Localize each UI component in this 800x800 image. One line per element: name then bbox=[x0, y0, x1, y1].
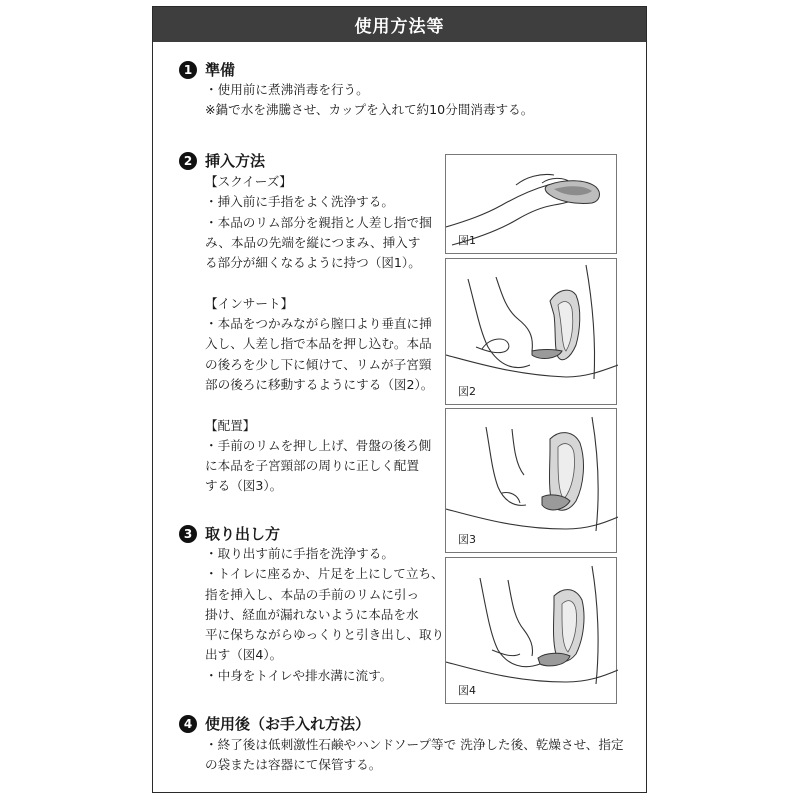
step-number-badge: 1 bbox=[179, 61, 197, 79]
text-line: ・トイレに座るか、片足を上にして立ち、 bbox=[205, 566, 444, 582]
page-title: 使用方法等 bbox=[153, 7, 646, 42]
text-line: 指を挿入し、本品の手前のリムに引っ bbox=[205, 586, 420, 602]
text-line: 【配置】 bbox=[205, 417, 256, 433]
text-line: 入し、人差し指で本品を押し込む。本品 bbox=[205, 336, 432, 352]
text-line: ・本品のリム部分を親指と人差し指で掴 bbox=[205, 214, 432, 230]
usage-instructions-panel bbox=[152, 6, 647, 793]
section-title: 使用後（お手入れ方法） bbox=[205, 715, 371, 733]
text-line bbox=[205, 395, 433, 415]
text-line bbox=[205, 273, 433, 293]
text-line: 【インサート】 bbox=[205, 295, 294, 311]
figure-label: 図3 bbox=[458, 533, 476, 546]
text-line: の袋または容器にて保管する。 bbox=[205, 757, 382, 773]
section-3-body bbox=[205, 544, 444, 686]
text-line: ・取り出す前に手指を洗浄する。 bbox=[205, 546, 394, 561]
text-line: 出す（図4）。 bbox=[205, 647, 283, 663]
text-line: ・中身をトイレや排水溝に流す。 bbox=[205, 667, 393, 683]
figure-2-insert-illustration bbox=[445, 258, 617, 405]
section-1-heading bbox=[179, 59, 235, 80]
step-number-badge: 3 bbox=[179, 525, 197, 543]
section-3-heading bbox=[179, 523, 280, 544]
section-4-body bbox=[205, 735, 635, 776]
text-line: の後ろを少し下に傾けて、リムが子宮頸 bbox=[205, 356, 432, 372]
section-1-body bbox=[205, 80, 635, 121]
text-line: 【スクイーズ】 bbox=[205, 174, 292, 189]
section-2-heading bbox=[179, 150, 265, 171]
text-line: る部分が細くなるように持つ（図1）。 bbox=[205, 255, 421, 271]
section-title: 準備 bbox=[205, 61, 236, 79]
figure-label: 図2 bbox=[458, 385, 476, 398]
figure-label: 図1 bbox=[458, 234, 476, 247]
step-number-badge: 2 bbox=[179, 152, 197, 170]
text-line: ・使用前に煮沸消毒を行う。 bbox=[205, 82, 369, 97]
section-2-body bbox=[205, 172, 433, 497]
text-line: ・挿入前に手指をよく洗浄する。 bbox=[205, 194, 394, 210]
text-line: ・手前のリムを押し上げ、骨盤の後ろ側 bbox=[205, 437, 432, 453]
text-line: 掛け、経血が漏れないように本品を水 bbox=[205, 606, 419, 622]
text-line: ・本品をつかみながら膣口より垂直に挿 bbox=[205, 316, 432, 332]
text-line: み、本品の先端を縦につまみ、挿入す bbox=[205, 234, 421, 250]
step-number-badge: 4 bbox=[179, 715, 197, 733]
text-line: する（図3）。 bbox=[205, 478, 283, 494]
text-line: ※鍋で水を沸騰させ、カップを入れて約10分間消毒する。 bbox=[205, 102, 534, 118]
figure-4-removal-illustration bbox=[445, 557, 617, 704]
text-line: ・終了後は低刺激性石鹸やハンドソープ等で 洗浄した後、乾燥させ、指定 bbox=[205, 737, 624, 752]
section-title: 取り出し方 bbox=[205, 525, 281, 543]
text-line: 部の後ろに移動するようにする（図2）。 bbox=[205, 376, 434, 392]
text-line: に本品を子宮頸部の周りに正しく配置 bbox=[205, 458, 420, 474]
figure-label: 図4 bbox=[458, 684, 476, 697]
section-4-heading bbox=[179, 713, 370, 734]
section-title: 挿入方法 bbox=[205, 152, 266, 170]
text-line: 平に保ちながらゆっくりと引き出し、取り bbox=[205, 627, 445, 643]
figure-3-placement-illustration bbox=[445, 408, 617, 553]
figure-1-squeeze-illustration bbox=[445, 154, 617, 254]
